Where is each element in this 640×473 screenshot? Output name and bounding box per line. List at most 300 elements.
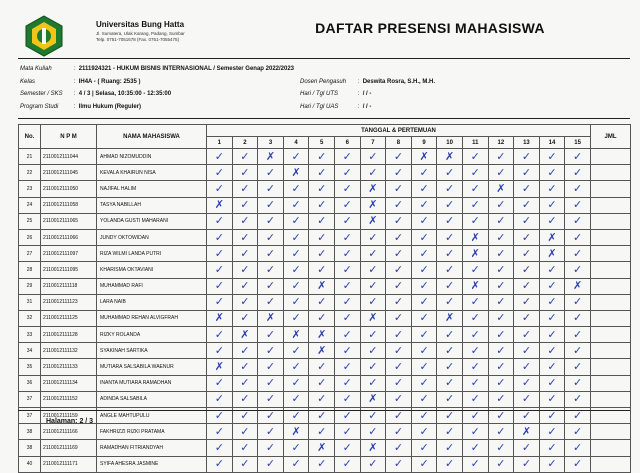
check-mark-icon: ✓ bbox=[368, 360, 378, 374]
check-mark-icon: ✓ bbox=[368, 295, 378, 309]
attendance-cell bbox=[386, 197, 412, 213]
cell-jml bbox=[590, 424, 630, 440]
check-mark-icon: ✓ bbox=[291, 360, 301, 374]
check-mark-icon: ✓ bbox=[393, 343, 404, 357]
table-row bbox=[19, 262, 631, 278]
cell-name: MUHAMMAD REHAN ALVIGFRAH bbox=[97, 310, 207, 326]
check-mark-icon: ✓ bbox=[368, 343, 378, 357]
check-mark-icon: ✓ bbox=[419, 295, 429, 309]
attendance-cell bbox=[207, 229, 233, 245]
check-mark-icon: ✓ bbox=[265, 214, 276, 228]
check-mark-icon: ✓ bbox=[342, 181, 352, 195]
check-mark-icon: ✓ bbox=[393, 181, 404, 195]
check-mark-icon: ✓ bbox=[419, 327, 429, 341]
meeting-number: 11 bbox=[462, 137, 488, 149]
cell-no: 40 bbox=[19, 456, 41, 472]
check-mark-icon: ✓ bbox=[317, 246, 327, 260]
check-mark-icon: ✓ bbox=[317, 214, 327, 228]
attendance-cell bbox=[565, 294, 591, 310]
attendance-cell bbox=[539, 246, 565, 262]
attendance-cell bbox=[488, 375, 514, 391]
check-mark-icon: ✓ bbox=[470, 376, 480, 390]
check-mark-icon: ✓ bbox=[445, 327, 455, 341]
cell-no: 29 bbox=[19, 278, 41, 294]
attendance-cell bbox=[462, 391, 488, 407]
cell-name: MUTIARA SALSABILA WAENUR bbox=[97, 359, 207, 375]
check-mark-icon: ✓ bbox=[470, 262, 480, 276]
check-mark-icon: ✓ bbox=[445, 279, 455, 293]
attendance-cell bbox=[565, 375, 591, 391]
check-mark-icon: ✓ bbox=[240, 279, 250, 293]
attendance-cell bbox=[565, 262, 591, 278]
check-mark-icon: ✓ bbox=[214, 457, 224, 471]
attendance-cell bbox=[360, 262, 386, 278]
table-row bbox=[19, 149, 631, 165]
meta-value: 4 / 3 | Selasa, 10:35:00 - 12:35:00 bbox=[78, 91, 172, 97]
cell-name: RAMADHAN FITRIANDYAH bbox=[97, 440, 207, 456]
attendance-cell bbox=[232, 327, 258, 343]
check-mark-icon: ✓ bbox=[317, 165, 327, 179]
attendance-rows bbox=[19, 149, 631, 473]
attendance-cell bbox=[309, 246, 335, 262]
attendance-cell bbox=[462, 294, 488, 310]
attendance-cell bbox=[411, 262, 437, 278]
check-mark-icon: ✓ bbox=[368, 279, 378, 293]
attendance-cell bbox=[232, 294, 258, 310]
check-mark-icon: ✓ bbox=[547, 311, 557, 325]
cell-name: MUHAMMAD RAFI bbox=[97, 278, 207, 294]
meeting-number: 9 bbox=[411, 137, 437, 149]
check-mark-icon: ✓ bbox=[393, 392, 404, 406]
check-mark-icon: ✓ bbox=[393, 198, 404, 212]
cell-no: 34 bbox=[19, 343, 41, 359]
check-mark-icon: ✓ bbox=[342, 295, 352, 309]
check-mark-icon: ✓ bbox=[496, 440, 506, 454]
cell-jml bbox=[590, 181, 630, 197]
attendance-cell bbox=[565, 229, 591, 245]
check-mark-icon: ✓ bbox=[547, 262, 557, 276]
cell-npm: 2110012111125 bbox=[41, 310, 97, 326]
attendance-cell bbox=[437, 246, 463, 262]
attendance-cell bbox=[207, 375, 233, 391]
check-mark-icon: ✓ bbox=[291, 279, 301, 293]
attendance-cell bbox=[283, 310, 309, 326]
attendance-cell bbox=[437, 229, 463, 245]
attendance-cell bbox=[539, 294, 565, 310]
check-mark-icon: ✓ bbox=[573, 457, 583, 471]
cell-no: 33 bbox=[19, 327, 41, 343]
meta-value: 2111924321 - HUKUM BISNIS INTERNASIONAL / Semester Genap 2022/2023 bbox=[78, 66, 295, 72]
table-row bbox=[19, 181, 631, 197]
check-mark-icon: ✓ bbox=[573, 408, 583, 422]
cell-jml bbox=[590, 229, 630, 245]
check-mark-icon: ✓ bbox=[445, 408, 455, 422]
attendance-cell bbox=[386, 391, 412, 407]
col-header-jml: JML bbox=[590, 125, 630, 149]
check-mark-icon: ✓ bbox=[214, 376, 224, 390]
check-mark-icon: ✓ bbox=[419, 279, 429, 293]
check-mark-icon: ✓ bbox=[521, 198, 532, 212]
check-mark-icon: ✓ bbox=[240, 230, 250, 244]
attendance-cell bbox=[309, 294, 335, 310]
attendance-cell bbox=[283, 229, 309, 245]
check-mark-icon: ✓ bbox=[521, 246, 532, 260]
meta-kelas bbox=[20, 79, 140, 85]
meeting-number: 8 bbox=[386, 137, 412, 149]
cell-npm: 2110012111133 bbox=[41, 359, 97, 375]
check-mark-icon: ✓ bbox=[445, 343, 455, 357]
check-mark-icon: ✓ bbox=[368, 408, 378, 422]
check-mark-icon: ✓ bbox=[521, 295, 532, 309]
check-mark-icon: ✓ bbox=[240, 295, 250, 309]
check-mark-icon: ✓ bbox=[470, 457, 480, 471]
check-mark-icon: ✓ bbox=[265, 440, 276, 454]
attendance-cell bbox=[360, 197, 386, 213]
table-row bbox=[19, 343, 631, 359]
attendance-cell bbox=[565, 343, 591, 359]
check-mark-icon: ✓ bbox=[393, 457, 404, 471]
cross-mark-icon: ✗ bbox=[291, 327, 301, 341]
attendance-cell bbox=[309, 229, 335, 245]
check-mark-icon: ✓ bbox=[547, 181, 557, 195]
attendance-cell bbox=[488, 262, 514, 278]
cell-no: 26 bbox=[19, 229, 41, 245]
meta-label: Hari / Tgl UAS bbox=[300, 104, 339, 110]
check-mark-icon: ✓ bbox=[317, 311, 327, 325]
table-row bbox=[19, 327, 631, 343]
check-mark-icon: ✓ bbox=[573, 360, 583, 374]
attendance-cell bbox=[437, 294, 463, 310]
attendance-cell bbox=[207, 310, 233, 326]
check-mark-icon: ✓ bbox=[342, 327, 352, 341]
check-mark-icon: ✓ bbox=[265, 457, 276, 471]
cell-no: 22 bbox=[19, 165, 41, 181]
attendance-cell bbox=[360, 424, 386, 440]
check-mark-icon: ✓ bbox=[291, 440, 301, 454]
check-mark-icon: ✓ bbox=[496, 327, 506, 341]
cell-no: 23 bbox=[19, 181, 41, 197]
table-row bbox=[19, 391, 631, 407]
check-mark-icon: ✓ bbox=[547, 198, 557, 212]
check-mark-icon: ✓ bbox=[445, 440, 455, 454]
attendance-cell bbox=[462, 197, 488, 213]
cell-npm: 2110012111128 bbox=[41, 327, 97, 343]
check-mark-icon: ✓ bbox=[240, 262, 250, 276]
attendance-cell bbox=[360, 165, 386, 181]
attendance-cell bbox=[386, 294, 412, 310]
check-mark-icon: ✓ bbox=[470, 360, 480, 374]
attendance-cell bbox=[386, 149, 412, 165]
attendance-cell bbox=[309, 181, 335, 197]
attendance-cell bbox=[411, 294, 437, 310]
meta-label: Program Studi bbox=[20, 104, 59, 110]
cross-mark-icon: ✗ bbox=[265, 311, 276, 325]
meta-dosen bbox=[300, 79, 435, 85]
attendance-cell bbox=[539, 359, 565, 375]
check-mark-icon: ✓ bbox=[521, 440, 532, 454]
check-mark-icon: ✓ bbox=[342, 311, 352, 325]
meta-colon: : bbox=[357, 104, 362, 110]
attendance-cell bbox=[411, 391, 437, 407]
check-mark-icon: ✓ bbox=[240, 181, 250, 195]
cell-no: 32 bbox=[19, 310, 41, 326]
attendance-cell bbox=[488, 213, 514, 229]
attendance-cell bbox=[232, 359, 258, 375]
meeting-number: 12 bbox=[488, 137, 514, 149]
attendance-cell bbox=[386, 262, 412, 278]
attendance-cell bbox=[283, 456, 309, 472]
attendance-cell bbox=[232, 456, 258, 472]
cell-name: TASYA NABILLAH bbox=[97, 197, 207, 213]
check-mark-icon: ✓ bbox=[521, 262, 532, 276]
meeting-number: 14 bbox=[539, 137, 565, 149]
attendance-cell bbox=[565, 181, 591, 197]
attendance-cell bbox=[462, 359, 488, 375]
attendance-cell bbox=[488, 310, 514, 326]
table-row bbox=[19, 229, 631, 245]
cell-jml bbox=[590, 440, 630, 456]
attendance-cell bbox=[462, 310, 488, 326]
cell-name: ADINDA SALSABILA bbox=[97, 391, 207, 407]
check-mark-icon: ✓ bbox=[265, 279, 276, 293]
attendance-cell bbox=[411, 375, 437, 391]
document-title: DAFTAR PRESENSI MAHASISWA bbox=[315, 20, 545, 36]
check-mark-icon: ✓ bbox=[317, 392, 327, 406]
check-mark-icon: ✓ bbox=[240, 408, 250, 422]
check-mark-icon: ✓ bbox=[547, 165, 557, 179]
attendance-cell bbox=[386, 343, 412, 359]
check-mark-icon: ✓ bbox=[521, 279, 532, 293]
check-mark-icon: ✓ bbox=[291, 262, 301, 276]
cell-no: 35 bbox=[19, 359, 41, 375]
check-mark-icon: ✓ bbox=[573, 262, 583, 276]
attendance-cell bbox=[539, 197, 565, 213]
check-mark-icon: ✓ bbox=[291, 149, 301, 163]
check-mark-icon: ✓ bbox=[573, 376, 583, 390]
attendance-cell bbox=[386, 213, 412, 229]
attendance-cell bbox=[437, 359, 463, 375]
check-mark-icon: ✓ bbox=[419, 376, 429, 390]
attendance-cell bbox=[386, 327, 412, 343]
table-row bbox=[19, 440, 631, 456]
cross-mark-icon: ✗ bbox=[317, 279, 327, 293]
cross-mark-icon: ✗ bbox=[573, 279, 583, 293]
cell-npm: 2110012111065 bbox=[41, 213, 97, 229]
attendance-cell bbox=[514, 294, 540, 310]
check-mark-icon: ✓ bbox=[496, 198, 506, 212]
meta-label: Hari / Tgl UTS bbox=[300, 91, 339, 97]
attendance-cell bbox=[360, 343, 386, 359]
check-mark-icon: ✓ bbox=[342, 424, 352, 438]
attendance-cell bbox=[514, 246, 540, 262]
cross-mark-icon: ✗ bbox=[214, 198, 224, 212]
attendance-cell bbox=[232, 278, 258, 294]
attendance-cell bbox=[514, 278, 540, 294]
attendance-cell bbox=[309, 456, 335, 472]
university-name: Universitas Bung Hatta bbox=[96, 20, 185, 29]
check-mark-icon: ✓ bbox=[265, 295, 276, 309]
attendance-cell bbox=[232, 262, 258, 278]
attendance-cell bbox=[232, 246, 258, 262]
attendance-cell bbox=[514, 359, 540, 375]
check-mark-icon: ✓ bbox=[470, 181, 480, 195]
check-mark-icon: ✓ bbox=[573, 311, 583, 325]
cell-npm: 2110012111045 bbox=[41, 165, 97, 181]
cell-jml bbox=[590, 327, 630, 343]
attendance-cell bbox=[514, 229, 540, 245]
meta-mata-kuliah bbox=[20, 66, 294, 72]
attendance-cell bbox=[258, 343, 284, 359]
cross-mark-icon: ✗ bbox=[496, 181, 506, 195]
cross-mark-icon: ✗ bbox=[240, 327, 250, 341]
check-mark-icon: ✓ bbox=[317, 295, 327, 309]
attendance-cell bbox=[283, 181, 309, 197]
cell-name: INANTA MUTIARA RAMADHAN bbox=[97, 375, 207, 391]
cell-jml bbox=[590, 343, 630, 359]
attendance-cell bbox=[360, 213, 386, 229]
check-mark-icon: ✓ bbox=[393, 311, 404, 325]
attendance-table bbox=[18, 124, 631, 473]
check-mark-icon: ✓ bbox=[214, 424, 224, 438]
check-mark-icon: ✓ bbox=[291, 311, 301, 325]
check-mark-icon: ✓ bbox=[521, 343, 532, 357]
cross-mark-icon: ✗ bbox=[470, 230, 480, 244]
attendance-cell bbox=[437, 165, 463, 181]
meta-value: Ilmu Hukum (Reguler) bbox=[78, 104, 142, 110]
attendance-cell bbox=[258, 246, 284, 262]
attendance-cell bbox=[386, 424, 412, 440]
attendance-cell bbox=[309, 327, 335, 343]
attendance-cell bbox=[539, 343, 565, 359]
check-mark-icon: ✓ bbox=[547, 214, 557, 228]
attendance-cell bbox=[539, 181, 565, 197]
attendance-cell bbox=[258, 149, 284, 165]
check-mark-icon: ✓ bbox=[317, 262, 327, 276]
check-mark-icon: ✓ bbox=[521, 457, 532, 471]
attendance-cell bbox=[539, 440, 565, 456]
cell-name: KHARISMA OKTAVIANI bbox=[97, 262, 207, 278]
check-mark-icon: ✓ bbox=[291, 246, 301, 260]
attendance-cell bbox=[334, 197, 360, 213]
check-mark-icon: ✓ bbox=[521, 165, 532, 179]
check-mark-icon: ✓ bbox=[547, 149, 557, 163]
cell-npm: 2110012111044 bbox=[41, 149, 97, 165]
attendance-cell bbox=[411, 246, 437, 262]
cell-npm: 2110012111132 bbox=[41, 343, 97, 359]
check-mark-icon: ✓ bbox=[214, 392, 224, 406]
attendance-cell bbox=[334, 310, 360, 326]
attendance-cell bbox=[207, 149, 233, 165]
attendance-cell bbox=[488, 181, 514, 197]
check-mark-icon: ✓ bbox=[573, 214, 583, 228]
check-mark-icon: ✓ bbox=[470, 149, 480, 163]
cell-name: SYAKINAH SARTIKA bbox=[97, 343, 207, 359]
check-mark-icon: ✓ bbox=[547, 279, 557, 293]
check-mark-icon: ✓ bbox=[214, 149, 224, 163]
attendance-cell bbox=[232, 375, 258, 391]
attendance-cell bbox=[514, 181, 540, 197]
check-mark-icon: ✓ bbox=[393, 262, 404, 276]
attendance-cell bbox=[360, 440, 386, 456]
check-mark-icon: ✓ bbox=[496, 295, 506, 309]
check-mark-icon: ✓ bbox=[496, 457, 506, 471]
attendance-cell bbox=[437, 197, 463, 213]
meta-uas bbox=[300, 104, 371, 110]
check-mark-icon: ✓ bbox=[240, 457, 250, 471]
check-mark-icon: ✓ bbox=[419, 246, 429, 260]
attendance-cell bbox=[539, 165, 565, 181]
meta-prodi bbox=[20, 104, 141, 110]
attendance-cell bbox=[565, 456, 591, 472]
attendance-cell bbox=[488, 165, 514, 181]
check-mark-icon: ✓ bbox=[342, 279, 352, 293]
check-mark-icon: ✓ bbox=[496, 424, 506, 438]
check-mark-icon: ✓ bbox=[573, 181, 583, 195]
col-header-no: No. bbox=[19, 125, 41, 149]
attendance-cell bbox=[514, 197, 540, 213]
attendance-cell bbox=[334, 278, 360, 294]
cross-mark-icon: ✗ bbox=[214, 311, 224, 325]
meeting-number: 1 bbox=[207, 137, 233, 149]
attendance-cell bbox=[258, 213, 284, 229]
attendance-cell bbox=[565, 359, 591, 375]
attendance-cell bbox=[462, 424, 488, 440]
attendance-cell bbox=[514, 440, 540, 456]
check-mark-icon: ✓ bbox=[393, 295, 404, 309]
cell-jml bbox=[590, 278, 630, 294]
attendance-cell bbox=[565, 424, 591, 440]
cell-no: 25 bbox=[19, 213, 41, 229]
meeting-number: 10 bbox=[437, 137, 463, 149]
meta-divider bbox=[18, 118, 630, 119]
table-row bbox=[19, 456, 631, 472]
attendance-cell bbox=[207, 327, 233, 343]
check-mark-icon: ✓ bbox=[496, 149, 506, 163]
attendance-cell bbox=[539, 310, 565, 326]
check-mark-icon: ✓ bbox=[265, 360, 276, 374]
attendance-cell bbox=[360, 149, 386, 165]
attendance-cell bbox=[360, 229, 386, 245]
check-mark-icon: ✓ bbox=[547, 440, 557, 454]
attendance-cell bbox=[283, 424, 309, 440]
attendance-cell bbox=[437, 375, 463, 391]
attendance-cell bbox=[386, 440, 412, 456]
attendance-cell bbox=[283, 391, 309, 407]
check-mark-icon: ✓ bbox=[496, 343, 506, 357]
attendance-cell bbox=[309, 278, 335, 294]
cross-mark-icon: ✗ bbox=[368, 214, 378, 228]
meeting-number: 5 bbox=[309, 137, 335, 149]
attendance-cell bbox=[232, 165, 258, 181]
attendance-cell bbox=[462, 456, 488, 472]
cross-mark-icon: ✗ bbox=[445, 149, 455, 163]
attendance-cell bbox=[437, 310, 463, 326]
check-mark-icon: ✓ bbox=[521, 327, 532, 341]
check-mark-icon: ✓ bbox=[317, 230, 327, 244]
check-mark-icon: ✓ bbox=[521, 230, 532, 244]
check-mark-icon: ✓ bbox=[393, 440, 404, 454]
cell-jml bbox=[590, 310, 630, 326]
attendance-cell bbox=[334, 343, 360, 359]
check-mark-icon: ✓ bbox=[265, 198, 276, 212]
attendance-cell bbox=[283, 343, 309, 359]
attendance-cell bbox=[309, 213, 335, 229]
check-mark-icon: ✓ bbox=[214, 279, 224, 293]
attendance-cell bbox=[386, 359, 412, 375]
cell-jml bbox=[590, 294, 630, 310]
check-mark-icon: ✓ bbox=[496, 360, 506, 374]
cell-npm: 2110012111050 bbox=[41, 181, 97, 197]
